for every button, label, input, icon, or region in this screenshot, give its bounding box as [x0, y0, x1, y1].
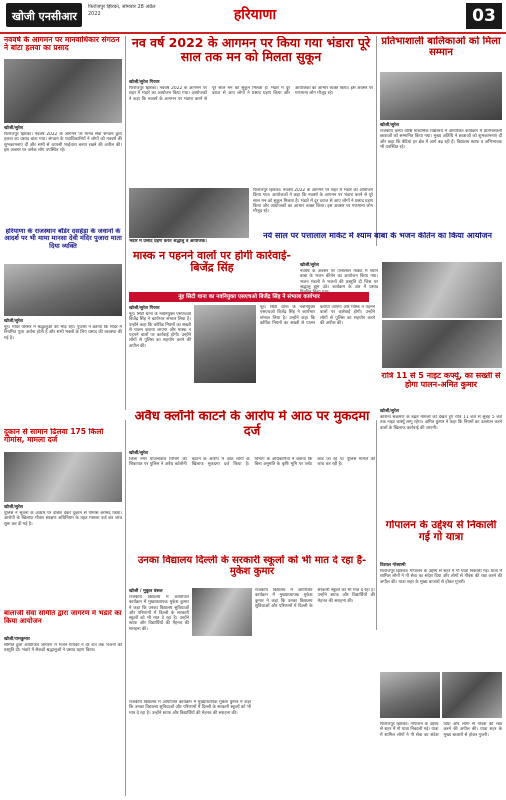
dateline: फिरोजपुर झिरका, सोमवार 28 अप्रैल 2022 [88, 4, 156, 17]
newspaper-logo [6, 3, 82, 27]
story-body: कोरोना संक्रमण के बढ़ते मामलों को देखते हुए रात्रि 11 बजे से सुबह 5 बजे तक नाइट कर्फ्यू लागू रहेगा। अमित कुमार ने कहा कि नियमों का उल्लंघन करने वालों के खिलाफ कार्रवाई की जाएगी। [380, 415, 502, 431]
news-photo [382, 262, 502, 318]
story-headline: गोपालन के उद्देश्य से निकाली गई गो यात्रा [385, 520, 497, 543]
officer-photo [194, 305, 256, 383]
story-body-cont: फिरोजपुर झिरका। गोपालन के उद्देश्य से शहर में गो यात्रा निकाली गई। यात्रा में शामिल लोगों ने गौ सेवा का संदेश दिया और लोगों से गौवंश की रक्षा करने की अपील की। यात्रा शहर के मुख्य बाजारों से होकर गुजरी। [380, 722, 502, 738]
story-body: समिति द्वारा आयोजित जागरण में भजन गायकों ने देर रात तक भजनों की प्रस्तुति दी। भंडारे में सैकड़ों श्रद्धालुओं ने प्रसाद ग्रहण किया। [4, 643, 122, 654]
lead-body-cont: फिरोजपुर झिरका। नववर्ष 2022 के आगमन पर शहर में भंडारे का आयोजन किया गया। आयोजकों ने कहा कि नववर्ष के आगमन पर भंडारा करने से पूरे साल मन को सुकून मिलता है। भंडारे में दूर दराज से आए लोगों ने प्रसाद ग्रहण किया और आयोजकों का आभार व्यक्त किया। इस अवसर पर गणमान्य लोग मौजूद रहे। [253, 188, 373, 215]
story-headline: हरियाणा के राजस्थान बॉर्डर दसहेड़ा के जवानों के आदर्श पर भी मामा मानसा देवी मंदिर पुजारा माता दिया व्यक्ति [4, 228, 122, 250]
news-photo [382, 320, 502, 368]
story-headline: अवैध क्लॉनी काटने के आरोप में आठ पर मुकदमा दर्ज [134, 410, 370, 439]
news-photo [192, 588, 252, 636]
story-body-cont: नूंह। सिटी थाना के नवनियुक्त एसएचओ बिजेंद्र सिंह ने कार्यभार संभाल लिया है। उन्होंने कहा कि कोविड नियमों का सख्ती से पालन कराया जाएगा और मास्क न पहनने वालों पर कार्रवाई होगी। उन्होंने लोगों से पुलिस का सहयोग करने की अपील की। [260, 305, 375, 326]
logo-text: खोजी एनसीआर [12, 10, 77, 23]
page-number: 03 [466, 3, 502, 29]
story-body: फिरोजपुर झिरका। गोपालन के उद्देश्य से शहर में गो यात्रा निकाली गई। यात्रा में शामिल लोगों ने गौ सेवा का संदेश दिया और लोगों से गौवंश की रक्षा करने की अपील की। यात्रा शहर के मुख्य बाजारों से होकर गुजरी। [380, 569, 502, 585]
story-body: नववर्ष के अवसर पर पत्तालाल मार्केट में श्याम बाबा के भजन कीर्तन का आयोजन किया गया। भजन मंडली ने भजनों की प्रस्तुति दी जिस पर श्रद्धालु झूम उठे। कार्यक्रम के अंत में प्रसाद [300, 269, 378, 290]
story-body-cont: राजकीय विद्यालय में आयोजित कार्यक्रम में मुख्याध्यापक मुकेश कुमार ने कहा कि उनका विद्यालय सुविधाओं और परिणामों में दिल्ली के सरकारी स्कूलों को भी मात दे रहा है। उन्होंने स्टाफ और विद्यार्थियों की मेहनत की सराहना की। [129, 700, 251, 716]
column-rule [376, 36, 377, 246]
story-headline: उनका विद्यालय दिल्ली के सरकारी स्कूलों को भी मात दे रहा है- मुकेश कुमार [137, 555, 367, 578]
lead-photo [129, 188, 249, 238]
news-photo [4, 59, 122, 123]
story-byline: खोजी/रामकुमार [4, 637, 30, 642]
story-body: फिरोजपुर झिरका। नववर्ष 2022 के आगमन पर मानव सेवा संगठन द्वारा हलवा का प्रसाद बांटा गया। संगठन के पदाधिकारियों ने लोगों को नववर्ष की शुभकामनाएं दीं और सभी से आपसी भाईचारा बनाए रखने की अपील की। इस अवसर पर अनेक लोग उपस्थित रहे। [4, 132, 122, 153]
column-rule [125, 420, 126, 796]
story-headline: रात्रि 11 से 5 नाइट कर्फ्यू, का सख्ती से होगा पालन-अमित कुमार [381, 372, 501, 389]
story-body: जिला नगर योजनाकार विभाग की शिकायत पर पुलिस ने अवैध कॉलोनी काटने के आरोप में आठ लोगों के खिलाफ मुकदमा दर्ज किया है। विभाग के अधिकारियों ने बताया कि बिना अनुमति के कृषि भूमि पर प्लॉट काटे जा रहे थे। पुलिस मामले की जांच कर रही है। [129, 457, 375, 468]
story-strap: नूंह सिटी थाना का नवनियुक्त एसएचओ बिजेंद्र सिंह ने संभाला कार्यभार [129, 292, 369, 302]
news-photo [4, 264, 122, 316]
story-byline: विशाल गोस्वामी [380, 563, 406, 568]
story-headline: बालाजी सेवा समिति द्वारा जागरण में भंडारे का किया आयोजन [4, 610, 122, 625]
column-rule [376, 420, 377, 630]
news-photo [380, 72, 502, 120]
news-photo [442, 672, 502, 718]
story-body: नूंह। मंदिर परिसर में श्रद्धालुओं की भीड़ रही। पुजारी ने बताया कि मंदिर में नियमित पूजा अर्चना होती है और सभी भक्तों के लिए प्रसाद की व्यवस्था की गई है। [4, 325, 122, 341]
lead-caption: भंडारे में प्रसाद ग्रहण करते श्रद्धालु व आयोजक। [129, 239, 207, 244]
section-title: हरियाणा [233, 7, 277, 23]
story-headline: मास्क न पहनने वालों पर होगी कार्रवाई-बिजेंद्र सिंह [132, 250, 291, 275]
story-byline: खोजी/सुरेश [300, 263, 319, 268]
lead-headline: नव वर्ष 2022 के आगमन पर किया गया भंडारा पूरे साल तक मन को मिलता सुकून [131, 36, 371, 64]
story-byline: खोजी / मुकुल बंसल [129, 589, 163, 594]
story-headline: प्रतिभाशाली बालिकाओं को मिला सम्मान [381, 36, 501, 59]
story-headline: नये साल पर पत्तालाल मार्केट में श्याम बाबा के भजन कीर्तन का किया आयोजन [263, 232, 492, 240]
lead-byline: खोजी/सुरेश गिरधर [129, 80, 160, 85]
story-byline: खोजी/सुरेश [380, 409, 399, 414]
story-body: राजकीय विद्यालय में आयोजित कार्यक्रम में मुख्याध्यापक मुकेश कुमार ने कहा कि उनका विद्यालय सुविधाओं और परिणामों में दिल्ली के सरकारी स्कूलों को भी मात दे रहा है। उन्होंने स्टाफ और विद्यार्थियों की मेहनत की सराहना की। [129, 595, 189, 632]
story-body: राजकीय कन्या वरिष्ठ माध्यमिक विद्यालय में आयोजित कार्यक्रम में प्रतिभाशाली छात्राओं को सम्मानित किया गया। मुख्य अतिथि ने छात्राओं को शुभकामनाएं दीं और कहा कि बेटियां हर क्षेत्र में आगे बढ़ रही हैं। विद्यालय स्टाफ व अभिभावक भी उपस्थित रहे। [380, 129, 502, 150]
lead-body: फिरोजपुर झिरका। नववर्ष 2022 के आगमन पर शहर में भंडारे का आयोजन किया गया। आयोजकों ने कहा कि नववर्ष के आगमन पर भंडारा करने से पूरे साल मन को सुकून मिलता है। भंडारे में दूर दराज से आए लोगों ने प्रसाद ग्रहण किया और आयोजकों का आभार व्यक्त किया। इस अवसर पर गणमान्य लोग मौजूद रहे। [129, 86, 373, 102]
story-byline: खोजी/सुरेश [4, 319, 23, 324]
column-rule [125, 36, 126, 410]
story-byline: खोजी/सुरेश [380, 123, 399, 128]
news-photo [380, 672, 440, 718]
story-byline: खोजी/सुरेश [129, 451, 148, 456]
story-byline: खोजी/सुरेश गिरधर [129, 306, 160, 311]
story-body: पुलिस ने सूचना के आधार पर दबिश देकर दुकान से गोमांस बरामद किया। आरोपी के खिलाफ गौवंश संरक्षण अधिनियम के तहत मामला दर्ज कर जांच शुरू कर दी गई है। [4, 511, 122, 527]
story-body-cont: राजकीय विद्यालय में आयोजित कार्यक्रम में मुख्याध्यापक मुकेश कुमार ने कहा कि उनका विद्यालय सुविधाओं और परिणामों में दिल्ली के सरकारी स्कूलों को भी मात दे रहा है। उन्होंने स्टाफ और विद्यार्थियों की मेहनत की सराहना की। [255, 588, 375, 609]
news-photo [4, 452, 122, 502]
story-headline: नववर्ष के आगमन पर मानवाधिकार संगठन ने बांटा हलवा का प्रसाद [4, 36, 120, 53]
story-byline: खोजी/सुरेश [4, 505, 23, 510]
story-byline: खोजी/सुरेश [4, 126, 23, 131]
story-body: नूंह। सिटी थाना के नवनियुक्त एसएचओ बिजेंद्र सिंह ने कार्यभार संभाल लिया है। उन्होंने कहा कि कोविड नियमों का सख्ती से पालन कराया जाएगा और मास्क न पहनने वालों पर कार्रवाई होगी। उन्होंने लोगों से पुलिस का सहयोग करने की अपील की। [129, 312, 191, 349]
story-headline: दुकान से सामान ढिलवा 175 किलो गोमांस, मामला दर्ज [4, 428, 104, 445]
